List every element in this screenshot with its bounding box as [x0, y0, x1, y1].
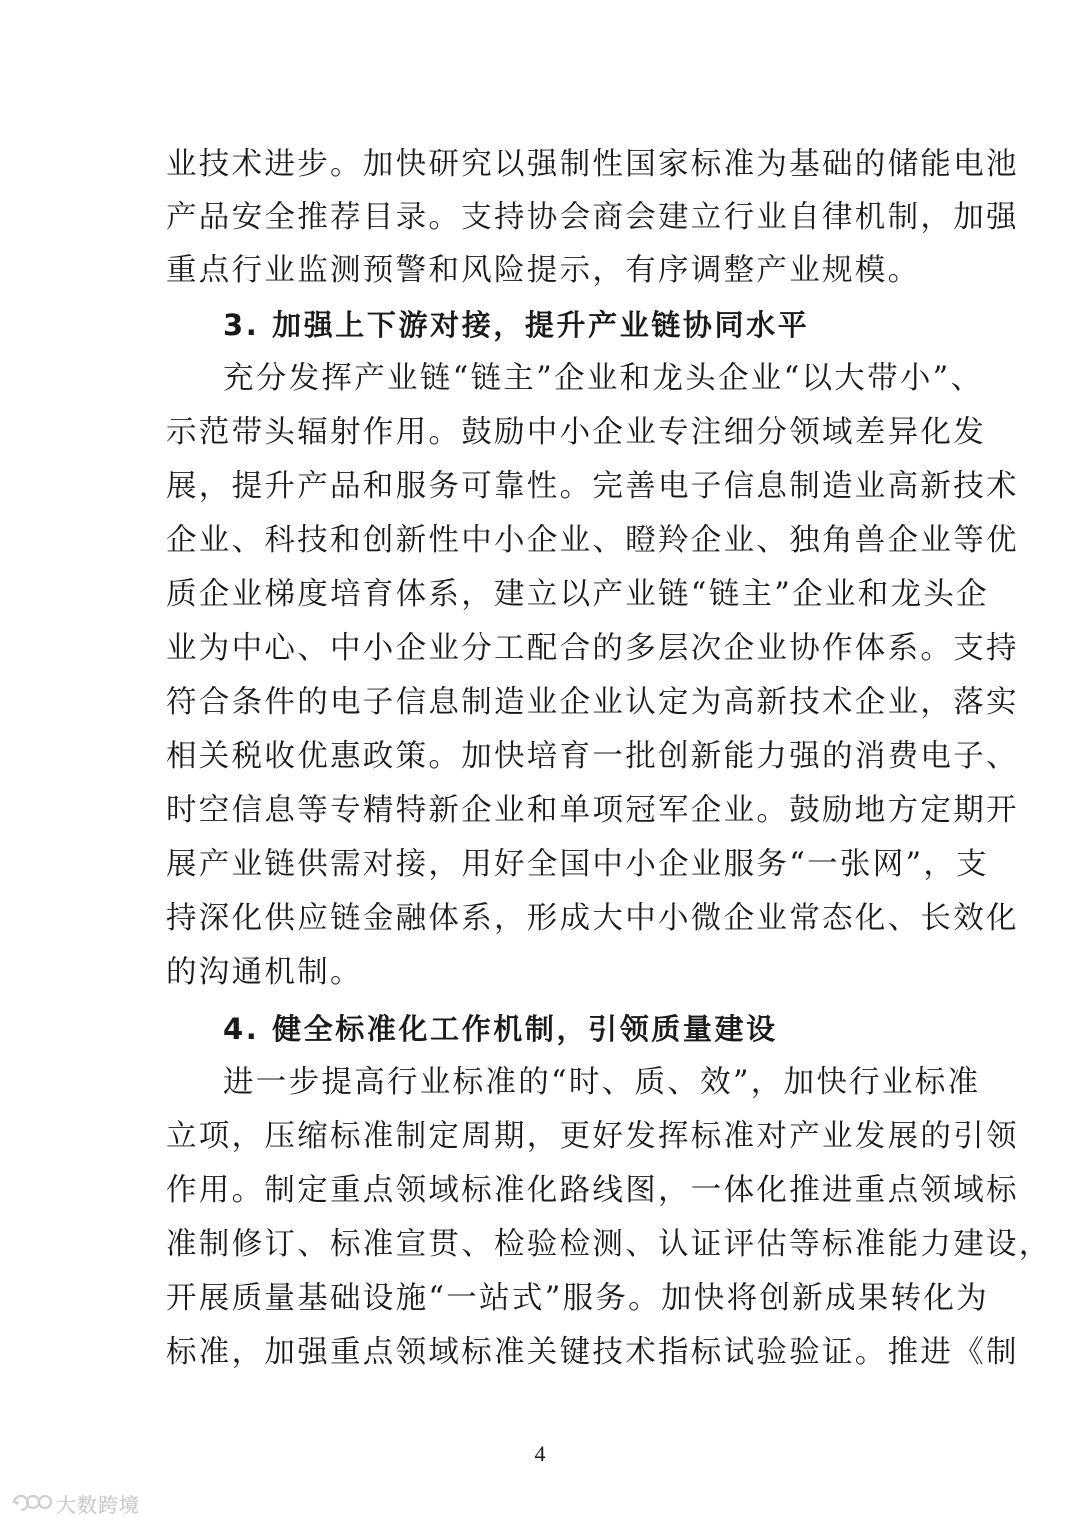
body-line: 符合条件的电子信息制造业企业认定为高新技术企业，落实 [166, 685, 1019, 720]
body-line: 准制修订、标准宣贯、检验检测、认证评估等标准能力建设， [166, 1227, 1052, 1262]
body-line: 企业、科技和创新性中小企业、瞪羚企业、独角兽企业等优 [166, 523, 1019, 558]
body-line: 开展质量基础设施“一站式”服务。加快将创新成果转化为 [166, 1281, 989, 1316]
brand-logo-icon [8, 1490, 54, 1516]
body-line: 的沟通机制。 [166, 955, 363, 990]
body-line: 业为中心、中小企业分工配合的多层次企业协作体系。支持 [166, 631, 1019, 666]
section-heading: 3. 加强上下游对接，提升产业链协同水平 [223, 308, 810, 342]
watermark-text: 大数跨境 [56, 1492, 140, 1517]
body-line: 业技术进步。加快研究以强制性国家标准为基础的储能电池 [166, 147, 1019, 182]
body-line: 展产业链供需对接，用好全国中小企业服务“一张网”，支 [166, 847, 989, 882]
body-line: 充分发挥产业链“链主”企业和龙头企业“以大带小”、 [223, 361, 984, 396]
body-line: 持深化供应链金融体系，形成大中小微企业常态化、长效化 [166, 901, 1019, 936]
body-line: 进一步提高行业标准的“时、质、效”，加快行业标准 [223, 1065, 981, 1100]
body-line: 示范带头辐射作用。鼓励中小企业专注细分领域差异化发 [166, 415, 986, 450]
body-line: 标准，加强重点领域标准关键技术指标试验验证。推进《制 [166, 1335, 1019, 1370]
body-line: 立项，压缩标准制定周期，更好发挥标准对产业发展的引领 [166, 1119, 1019, 1154]
body-line: 时空信息等专精特新企业和单项冠军企业。鼓励地方定期开 [166, 793, 1019, 828]
watermark [8, 1487, 140, 1519]
section-heading: 4. 健全标准化工作机制，引领质量建设 [223, 1012, 778, 1046]
body-line: 产品安全推荐目录。支持协会商会建立行业自律机制，加强 [166, 200, 1019, 235]
body-line: 质企业梯度培育体系，建立以产业链“链主”企业和龙头企 [166, 577, 989, 612]
body-line: 作用。制定重点领域标准化路线图，一体化推进重点领域标 [166, 1173, 1019, 1208]
body-line: 相关税收优惠政策。加快培育一批创新能力强的消费电子、 [166, 739, 1019, 774]
page-number: 4 [534, 1441, 546, 1466]
body-line: 重点行业监测预警和风险提示，有序调整产业规模。 [166, 253, 921, 288]
body-line: 展，提升产品和服务可靠性。完善电子信息制造业高新技术 [166, 469, 1019, 504]
